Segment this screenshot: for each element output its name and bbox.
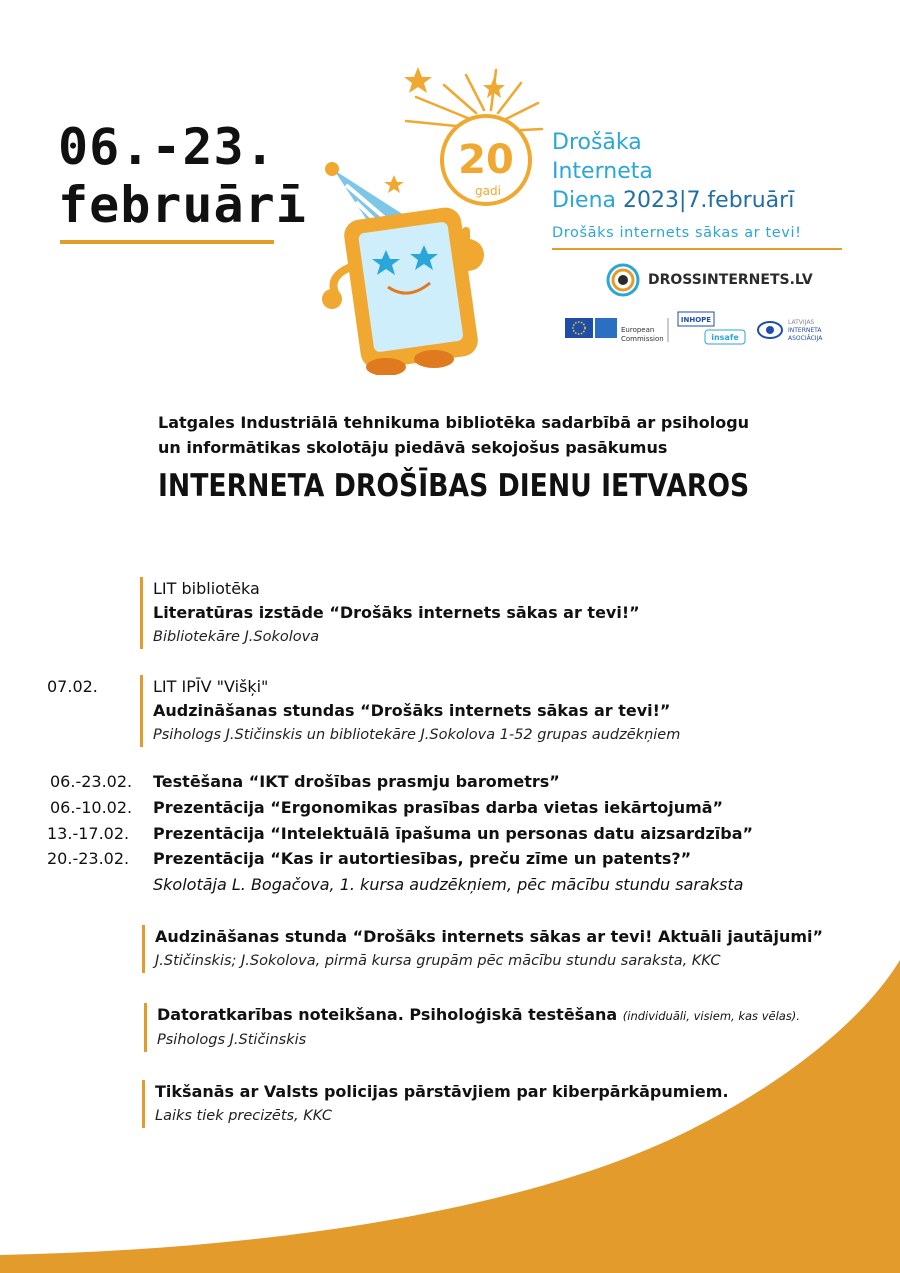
event-place: LIT bibliotēka: [153, 579, 260, 598]
sid-tagline: Drošāks internets sākas ar tevi!: [552, 225, 802, 241]
event-title: Audzināšanas stundas “Drošāks internets sākas ar tevi!”: [153, 701, 671, 720]
sid-line3: [552, 186, 794, 215]
event-dates: [58, 118, 307, 234]
date-range: 06.-23.: [58, 118, 276, 176]
tablet-mascot-illustration: [316, 55, 546, 375]
row-title: Prezentācija “Ergonomikas prasības darba vietas iekārtojumā”: [153, 798, 724, 817]
event-class-hour-topical: [142, 925, 823, 973]
sid-line2: Interneta: [552, 159, 653, 184]
event-date: 07.02.: [47, 677, 98, 696]
date-month: februārī: [58, 176, 307, 234]
ec-line2: Commission: [621, 335, 664, 343]
row-date: 06.-10.02.: [50, 798, 133, 817]
eu-flag-icon: [565, 318, 617, 338]
event-title: Tikšanās ar Valsts policijas pārstāvjiem par kiberpārkāpumiem.: [155, 1082, 729, 1101]
event-title: Datoratkarības noteikšana. Psiholoģiskā testēšana: [157, 1005, 618, 1024]
sid-line1: Drošāka: [552, 130, 642, 155]
date-underline: [60, 240, 274, 244]
intro-text: [158, 410, 749, 460]
row-title: Prezentācija “Intelektuālā īpašuma un personas datu aizsardzība”: [153, 824, 754, 843]
event-note: Psihologs J.Stičinskis un bibliotekāre J.Sokolova 1-52 grupas audzēkņiem: [153, 727, 681, 743]
lock-icon: [606, 263, 640, 297]
event-note: Laiks tiek precizēts, KKC: [155, 1108, 333, 1124]
row-date: 06.-23.02.: [50, 772, 133, 791]
ec-line1: European: [621, 326, 655, 334]
event-note: Skolotāja L. Bogačova, 1. kursa audzēkņiem, pēc mācību stundu saraksta: [153, 875, 744, 894]
event-title-row: [157, 1003, 800, 1028]
eye-icon: [758, 322, 782, 338]
main-heading: INTERNETA DROŠĪBAS DIENU IETVAROS: [158, 468, 750, 504]
event-note: J.Stičinskis; J.Sokolova, pirmā kursa grupām pēc mācību stundu saraksta, KKC: [155, 953, 721, 969]
row-title: Testēšana “IKT drošības prasmju barometrs”: [153, 772, 560, 791]
inhope-logo: INHOPE: [680, 316, 712, 324]
event-note: Psihologs J.Stičinskis: [157, 1032, 307, 1048]
event-class-hours-viski: [140, 675, 680, 747]
event-title: Audzināšanas stunda “Drošāks internets sākas ar tevi! Aktuāli jautājumi”: [155, 927, 824, 946]
event-library-exhibition: [140, 577, 640, 649]
drossinternets-text: DROSSINTERNETS.LV: [648, 272, 813, 288]
event-note: Bibliotekāre J.Sokolova: [153, 629, 320, 645]
insafe-logo: insafe: [711, 333, 739, 342]
event-addiction-testing: [144, 1003, 800, 1052]
intro-line2: un informātikas skolotāju piedāvā sekojošus pasākumus: [158, 438, 668, 457]
lia-line3: ASOCIĀCIJA: [788, 335, 823, 342]
sid-date: 7.februārī: [686, 188, 795, 213]
partner-logos: [565, 310, 855, 350]
safer-internet-day-title: [552, 128, 794, 215]
sid-underline: [552, 248, 842, 250]
event-place: LIT IPĪV "Višķi": [153, 677, 269, 696]
event-title-note: (individuāli, visiem, kas vēlas).: [622, 1009, 800, 1023]
sid-year: 2023: [623, 188, 680, 213]
row-date: 20.-23.02.: [47, 849, 130, 868]
row-date: 13.-17.02.: [47, 824, 130, 843]
event-title: Literatūras izstāde “Drošāks internets sākas ar tevi!”: [153, 603, 640, 622]
lia-line1: LATVIJAS: [788, 319, 815, 326]
sid-word-diena: Diena: [552, 188, 617, 213]
row-title: Prezentācija “Kas ir autortiesības, preču zīme un patents?”: [153, 849, 692, 868]
sid-divider: |: [679, 188, 687, 213]
lia-line2: INTERNETA: [788, 327, 822, 334]
event-police-meeting: [142, 1080, 729, 1128]
badge-number: 20: [458, 137, 514, 183]
badge-word: gadi: [475, 184, 501, 198]
drossinternets-logo: [606, 262, 813, 298]
intro-line1: Latgales Industriālā tehnikuma bibliotēka sadarbībā ar psihologu: [158, 413, 750, 432]
